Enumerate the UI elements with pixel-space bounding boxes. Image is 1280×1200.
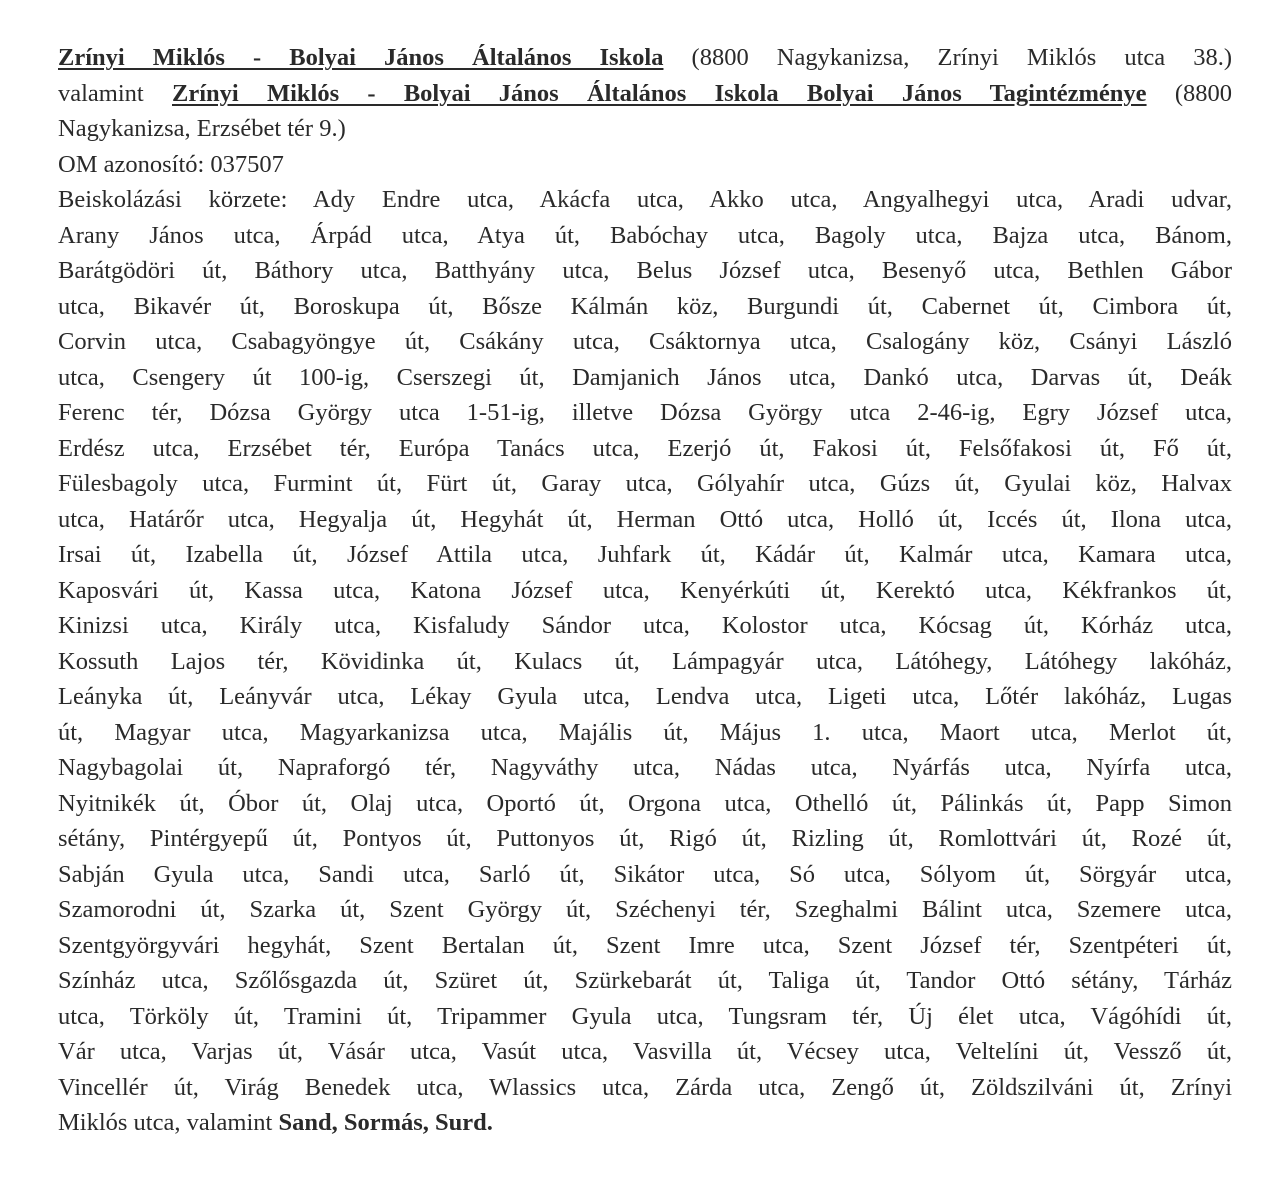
district-line: Vincellér út, Virág Benedek utca, Wlassics utca, Zárda utca, Zengő út, Zöldszilváni út, Zrínyi [58,1073,1232,1101]
branch-address-start: (8800 [1146,79,1232,107]
school-address: (8800 Nagykanizsa, Zrínyi Miklós utca 38.) [663,44,1232,71]
district-line: Arany János utca, Árpád utca, Atya út, Babóchay utca, Bagoly utca, Bajza utca, Bánom, [58,221,1232,249]
district-line: utca, Bikavér út, Boroskupa út, Bősze Kálmán köz, Burgundi út, Cabernet út, Cimbora út, [58,292,1232,320]
district-line: Színház utca, Szőlősgazda út, Szüret út, Szürkebarát út, Taliga út, Tandor Ottó sétány, Tárház [58,967,1232,994]
header-line-3: Nagykanizsa, Erzsébet tér 9.) [58,115,346,142]
district-line: Beiskolázási körzete: Ady Endre utca, Akácfa utca, Akko utca, Angyalhegyi utca, Aradi udvar, [58,186,1232,213]
district-line: Nyitnikék út, Óbor út, Olaj utca, Oportó út, Orgona utca, Othelló út, Pálinkás út, Papp Simon [58,789,1232,817]
last-line-settlements: Sand, Sormás, Surd. [278,1109,493,1136]
district-line: Kaposvári út, Kassa utca, Katona József utca, Kenyérkúti út, Kerektó utca, Kékfrankos út, [58,576,1232,604]
district-line: Szamorodni út, Szarka út, Szent György út, Széchenyi tér, Szeghalmi Bálint utca, Szemere utca, [58,896,1232,923]
header-line-2 [58,76,1232,112]
branch-name: Zrínyi Miklós - Bolyai János Általános Iskola Bolyai János Tagintézménye [172,79,1147,107]
branch-prefix: valamint [58,79,172,107]
district-line: Kinizsi utca, Király utca, Kisfaludy Sándor utca, Kolostor utca, Kócsag út, Kórház utca, [58,612,1232,639]
district-line: Erdész utca, Erzsébet tér, Európa Tanács utca, Ezerjó út, Fakosi út, Felsőfakosi út, Fő út, [58,434,1232,462]
last-line-prefix: Miklós utca, valamint [58,1109,279,1136]
district-line: Nagybagolai út, Napraforgó tér, Nagyváthy utca, Nádas utca, Nyárfás utca, Nyírfa utca, [58,754,1232,781]
district-line: Leányka út, Leányvár utca, Lékay Gyula utca, Lendva utca, Ligeti utca, Lőtér lakóház, Lugas [58,683,1232,710]
district-last-line [58,1105,1232,1141]
om-id: OM azonosító: 037507 [58,150,284,178]
district-line: Vár utca, Varjas út, Vásár utca, Vasút utca, Vasvilla út, Vécsey utca, Veltelíni út, Vessző út, [58,1038,1232,1065]
district-line: utca, Csengery út 100-ig, Cserszegi út, Damjanich János utca, Dankó utca, Darvas út, Deák [58,363,1232,391]
district-line: út, Magyar utca, Magyarkanizsa utca, Majális út, Május 1. utca, Maort utca, Merlot út, [58,718,1232,746]
document-text [58,40,1232,1141]
district-line: Barátgödöri út, Báthory utca, Batthyány utca, Belus József utca, Besenyő utca, Bethlen Gábor [58,257,1232,284]
district-line: Fülesbagoly utca, Furmint út, Fürt út, Garay utca, Gólyahír utca, Gúzs út, Gyulai köz, Halvax [58,470,1232,497]
district-line: Ferenc tér, Dózsa György utca 1-51-ig, illetve Dózsa György utca 2-46-ig, Egry József utca, [58,399,1232,426]
district-line: Kossuth Lajos tér, Kövidinka út, Kulacs út, Lámpagyár utca, Látóhegy, Látóhegy lakóház, [58,647,1232,675]
school-name: Zrínyi Miklós - Bolyai János Általános Iskola [58,44,664,71]
district-line: utca, Határőr utca, Hegyalja út, Hegyhát út, Herman Ottó utca, Holló út, Iccés út, Ilona utca, [58,505,1232,533]
header-line-1 [58,40,1232,76]
district-line: Corvin utca, Csabagyöngye út, Csákány utca, Csáktornya utca, Csalogány köz, Csányi László [58,328,1232,355]
district-list [58,182,1232,1105]
district-line: sétány, Pintérgyepű út, Pontyos út, Puttonyos út, Rigó út, Rizling út, Romlottvári út, Rozé út, [58,825,1232,852]
district-line: Irsai út, Izabella út, József Attila utca, Juhfark út, Kádár út, Kalmár utca, Kamara utca, [58,541,1232,568]
district-line: utca, Törköly út, Tramini út, Tripammer Gyula utca, Tungsram tér, Új élet utca, Vágóhídi út, [58,1002,1232,1030]
district-line: Szentgyörgyvári hegyhát, Szent Bertalan út, Szent Imre utca, Szent József tér, Szentpéteri út, [58,931,1232,959]
district-line: Sabján Gyula utca, Sandi utca, Sarló út, Sikátor utca, Só utca, Sólyom út, Sörgyár utca, [58,860,1232,888]
